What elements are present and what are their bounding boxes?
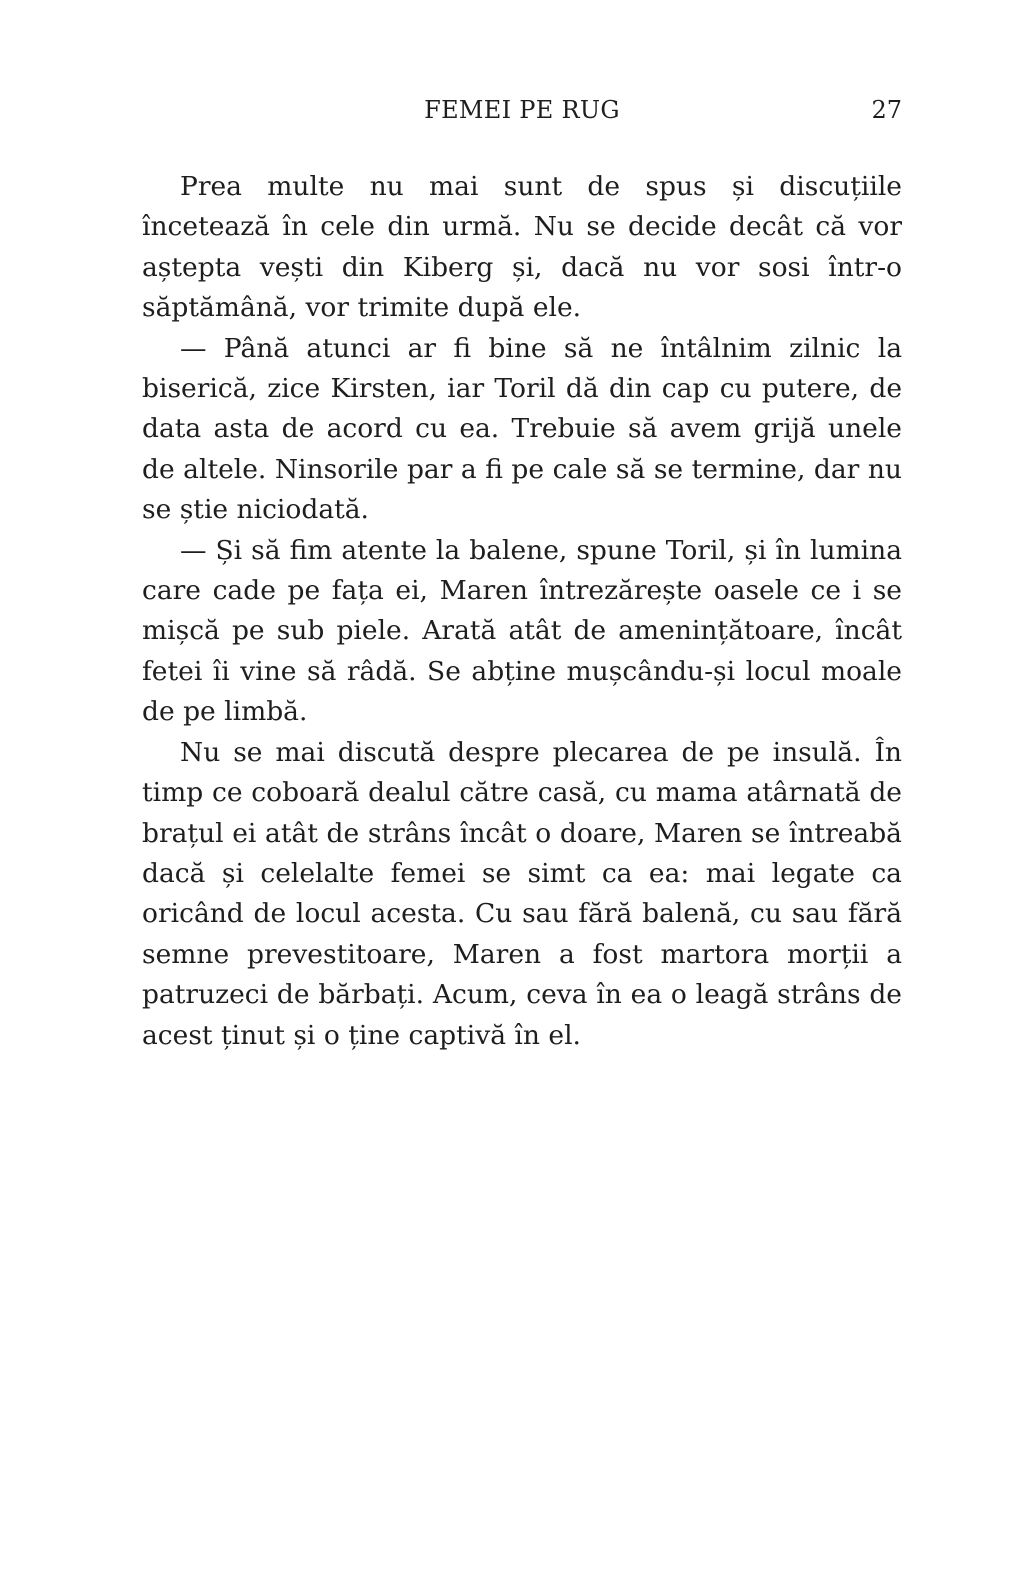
paragraph: — Și să fim atente la balene, spune Toril, și în lumina care cade pe fața ei, Maren întrezărește oasele ce i se mișcă pe sub piele. Arată atât de amenințătoare, încât fetei îi vine să râdă. Se abține mușcându-și locul moale de pe limbă. (142, 534, 902, 728)
paragraph: — Până atunci ar fi bine să ne întâlnim zilnic la biserică, zice Kirsten, iar Toril dă din cap cu putere, de data asta de acord cu ea. Trebuie să avem grijă unele de altele. Ninsorile par a fi pe cale să se termine, dar nu se știe niciodată. (142, 332, 902, 526)
paragraph: Nu se mai discută despre plecarea de pe insulă. În timp ce coboară dealul către casă, cu mama atârnată de brațul ei atât de strâns încât o doare, Maren se întreabă dacă și celelalte femei se simt ca ea: mai legate ca oricând de locul acesta. Cu sau fără balenă, cu sau fără semne prevestitoare, Maren a fost martora morții a patruzeci de bărbați. Acum, ceva în ea o leagă strâns de acest ținut și o ține captivă în el. (142, 736, 902, 1051)
body-text (142, 167, 902, 1056)
running-title: FEMEI PE RUG (424, 96, 620, 124)
running-head (142, 93, 902, 127)
paragraph: Prea multe nu mai sunt de spus și discuțiile încetează în cele din urmă. Nu se decide decât că vor aștepta vești din Kiberg și, dacă nu vor sosi într-o săptămână, vor trimite după ele. (142, 171, 902, 324)
page-number: 27 (871, 96, 902, 124)
